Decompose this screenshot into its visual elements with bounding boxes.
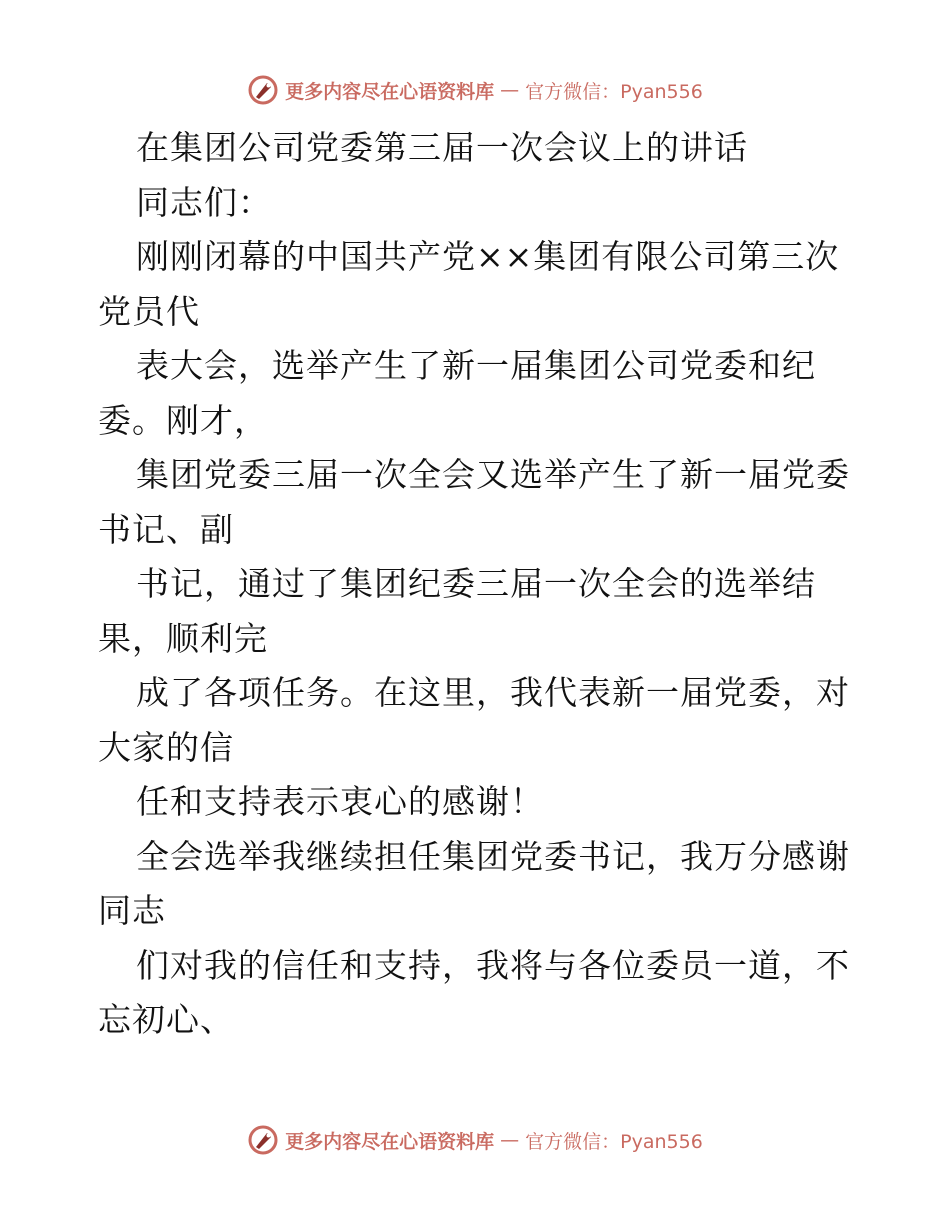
text-line: 同志	[98, 891, 166, 930]
text-line: 大家的信	[98, 727, 234, 767]
watermark-contact: 官方微信：Pyan556	[525, 1130, 703, 1153]
text-line: 委。刚才，	[98, 400, 268, 440]
text-line: 党员代	[98, 291, 200, 331]
watermark-brand: 更多内容尽在心语资料库	[285, 80, 495, 103]
text-line: 刚刚闭幕的中国共产党××集团有限公司第三次	[136, 237, 840, 276]
text-line: 任和支持表示衷心的感谢！	[136, 782, 544, 821]
text-line: 全会选举我继续担任集团党委书记，我万分感谢	[136, 836, 850, 876]
text-line: 们对我的信任和支持，我将与各位委员一道，不	[136, 945, 850, 985]
salutation: 同志们：	[136, 182, 272, 222]
header-watermark	[0, 70, 950, 110]
pen-nib-logo-icon	[247, 1124, 279, 1156]
text-line: 书记、副	[98, 509, 234, 549]
text-line: 书记，通过了集团纪委三届一次全会的选举结	[136, 564, 816, 603]
text-line: 集团党委三届一次全会又选举产生了新一届党委	[136, 455, 850, 494]
watermark-dash: —	[500, 1129, 520, 1151]
watermark-brand: 更多内容尽在心语资料库	[285, 1130, 495, 1153]
text-line: 果，顺利完	[98, 618, 268, 658]
document-body	[98, 121, 858, 1048]
text-line: 成了各项任务。在这里，我代表新一届党委，对	[136, 673, 850, 712]
footer-watermark	[0, 1120, 950, 1160]
watermark-contact: 官方微信：Pyan556	[525, 80, 703, 103]
pen-nib-logo-icon	[247, 74, 279, 106]
watermark-dash: —	[500, 79, 520, 101]
text-line: 表大会，选举产生了新一届集团公司党委和纪	[136, 346, 816, 385]
document-title: 在集团公司党委第三届一次会议上的讲话	[136, 128, 748, 167]
text-line: 忘初心、	[98, 1000, 234, 1039]
